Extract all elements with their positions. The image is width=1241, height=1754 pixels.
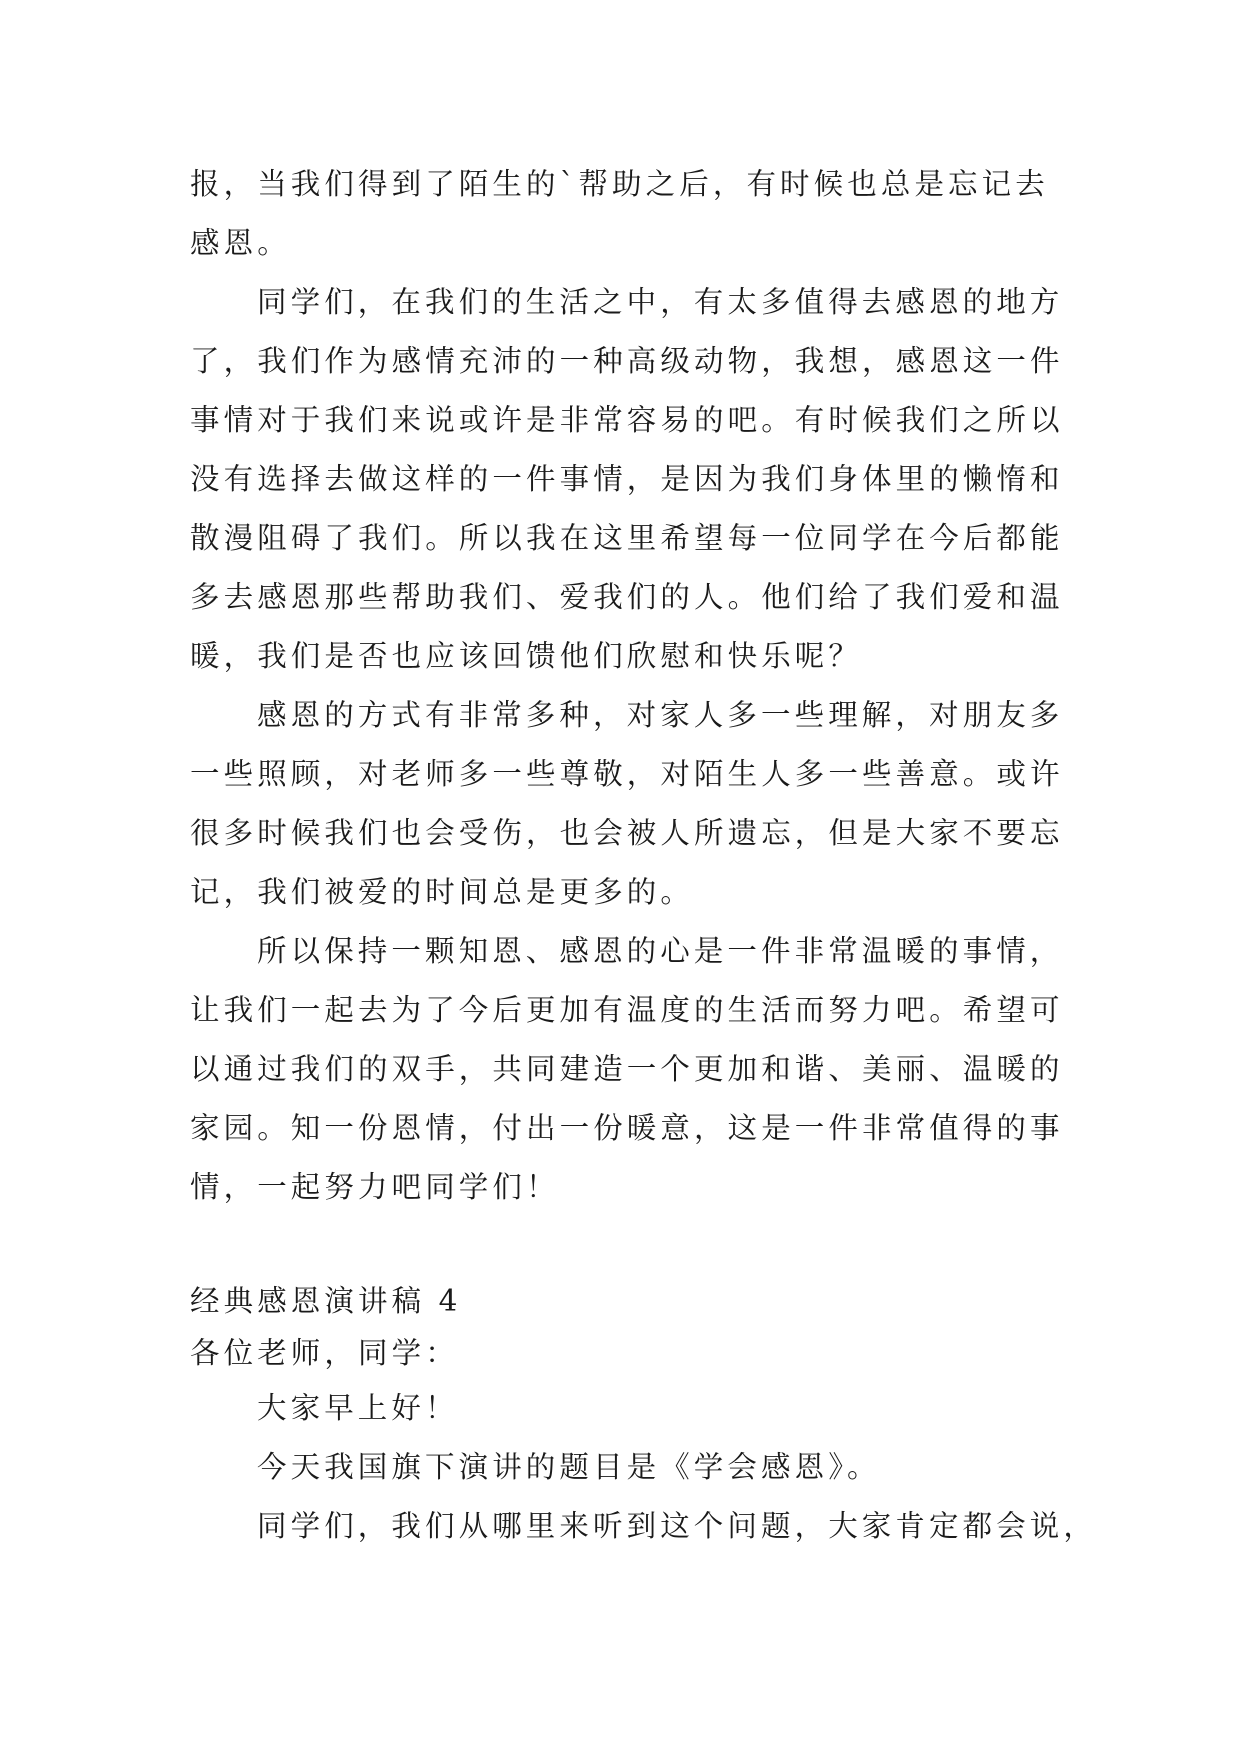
- paragraph: [190, 273, 1064, 686]
- salutation: 各位老师，同学：: [190, 1336, 459, 1370]
- paragraph: [190, 155, 1050, 273]
- paragraph: [190, 1379, 1098, 1556]
- text-line: 了，我们作为感情充沛的一种高级动物，我想，感恩这一件: [190, 344, 1064, 378]
- text-line: 所以保持一颗知恩、感恩的心是一件非常温暖的事情，: [257, 934, 1064, 968]
- text-line: 大家早上好！: [257, 1391, 459, 1425]
- text-line: 情，一起努力吧同学们！: [190, 1170, 560, 1204]
- paragraph: [190, 686, 1064, 922]
- text-line: 很多时候我们也会受伤，也会被人所遗忘，但是大家不要忘: [190, 816, 1064, 850]
- section: [190, 1275, 1050, 1379]
- text-line: 感恩。: [190, 226, 291, 260]
- text-line: 同学们，在我们的生活之中，有太多值得去感恩的地方: [257, 285, 1064, 319]
- document-body: [190, 155, 1098, 1556]
- text-line: 同学们，我们从哪里来听到这个问题，大家肯定都会说，: [257, 1509, 1098, 1543]
- text-line: 今天我国旗下演讲的题目是《学会感恩》。: [257, 1450, 881, 1484]
- section-title: 经典感恩演讲稿 4: [190, 1284, 462, 1318]
- text-line: 以通过我们的双手，共同建造一个更加和谐、美丽、温暖的: [190, 1052, 1064, 1086]
- text-line: 家园。知一份恩情，付出一份暖意，这是一件非常值得的事: [190, 1111, 1064, 1145]
- text-line: 感恩的方式有非常多种，对家人多一些理解，对朋友多: [257, 698, 1064, 732]
- text-line: 多去感恩那些帮助我们、爱我们的人。他们给了我们爱和温: [190, 580, 1064, 614]
- text-line: 一些照顾，对老师多一些尊敬，对陌生人多一些善意。或许: [190, 757, 1064, 791]
- text-line: 记，我们被爱的时间总是更多的。: [190, 875, 695, 909]
- text-line: 暖，我们是否也应该回馈他们欣慰和快乐呢？: [190, 639, 863, 673]
- text-line: 散漫阻碍了我们。所以我在这里希望每一位同学在今后都能: [190, 521, 1064, 555]
- paragraph: [190, 922, 1064, 1217]
- text-line: 事情对于我们来说或许是非常容易的吧。有时候我们之所以: [190, 403, 1064, 437]
- text-line: 报，当我们得到了陌生的`帮助之后，有时候也总是忘记去: [190, 167, 1049, 201]
- text-line: 没有选择去做这样的一件事情，是因为我们身体里的懒惰和: [190, 462, 1064, 496]
- text-line: 让我们一起去为了今后更加有温度的生活而努力吧。希望可: [190, 993, 1064, 1027]
